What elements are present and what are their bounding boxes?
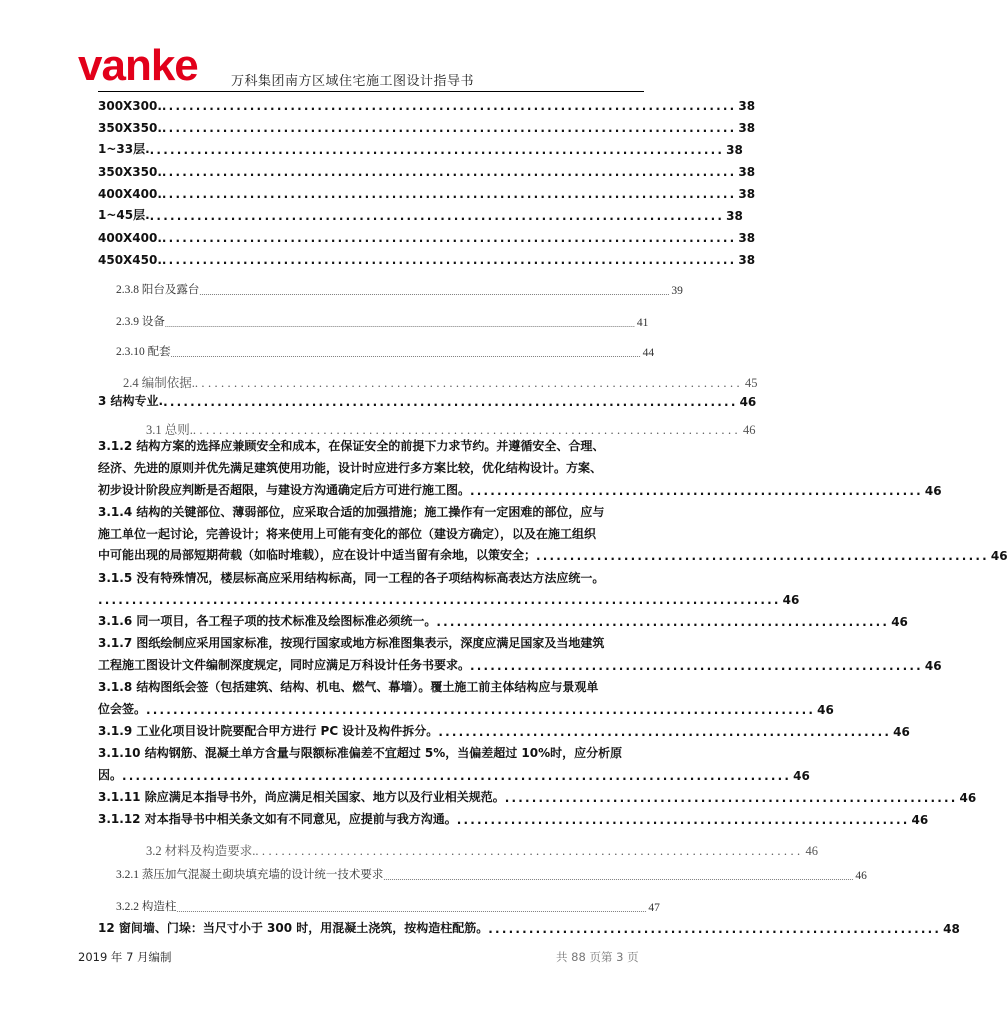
toc-entry[interactable]: 3.1.9 工业化项目设计院要配合甲方进行 PC 设计及构件拆分。 ................................................................... 46 [98, 724, 910, 739]
header-rule [98, 91, 644, 92]
toc-entry[interactable]: 2.4 编制依据. .................................................................................... 45 [123, 376, 758, 390]
clause-line: 3.1.2 结构方案的选择应兼顾安全和成本，在保证安全的前提下力求节约。并遵循安全、合理、 [98, 439, 605, 453]
toc-entry[interactable]: 300X300. ..................................................................................... 38 [98, 99, 756, 113]
toc-entry[interactable]: 中可能出现的局部短期荷载（如临时堆载），应在设计中适当留有余地，以策安全； ................................................................... 46 [98, 548, 1008, 563]
toc-entry[interactable]: 位会签。 ................................................................................................... 46 [98, 702, 834, 717]
toc-entry[interactable]: 400X400. ..................................................................................... 38 [98, 231, 756, 245]
toc-entry[interactable]: 3.2.2 构造柱 ........................................................................................................................................................................................................................................... 47 [116, 901, 660, 914]
clause-line: 经济、先进的原则并优先满足建筑使用功能，设计时应进行多方案比较，优化结构设计。方案、 [98, 461, 603, 475]
clause-line: 3.1.10 结构钢筋、混凝土单方含量与限额标准偏差不宜超过 5%，当偏差超过 10%时，应分析原 [98, 746, 623, 760]
toc-entry[interactable]: 因。 ................................................................................................... 46 [98, 768, 810, 783]
toc-entry[interactable]: 2.3.10 配套 ........................................................................................................................................................................................................................................... 44 [116, 346, 655, 359]
toc-entry[interactable]: 初步设计阶段应判断是否超限，与建设方沟通确定后方可进行施工图。 ................................................................... 46 [98, 483, 942, 498]
clause-line: 3.1.4 结构的关键部位、薄弱部位，应采取合适的加强措施；施工操作有一定困难的部位，应与 [98, 505, 605, 519]
toc-entry[interactable]: ..................................................................................................... 46 [98, 593, 800, 607]
document-title: 万科集团南方区域住宅施工图设计指导书 [231, 74, 475, 89]
toc-entry[interactable]: 3.2.1 蒸压加气混凝土砌块填充墙的设计统一技术要求 ........................................................................................................................................................................................................................................... 46 [116, 869, 867, 882]
toc-entry[interactable]: 2.3.9 设备 ........................................................................................................................................................................................................................................... 41 [116, 316, 649, 329]
toc-entry[interactable]: 3.1.6 同一项目，各工程子项的技术标准及绘图标准必须统一。 ................................................................... 46 [98, 614, 908, 629]
clause-line: 施工单位一起讨论，完善设计；将来使用上可能有变化的部位（建设方确定），以及在施工组织 [98, 527, 597, 541]
toc-entry[interactable]: 3.1.11 除应满足本指导书外，尚应满足相关国家、地方以及行业相关规范。 ................................................................... 46 [98, 790, 977, 805]
toc-entry[interactable]: 3.1 总则. .................................................................................... 46 [146, 423, 756, 437]
toc-entry[interactable]: 工程施工图设计文件编制深度规定，同时应满足万科设计任务书要求。 ................................................................... 46 [98, 658, 942, 673]
toc-entry[interactable]: 12 窗间墙、门垛：当尺寸小于 300 时，用混凝土浇筑，按构造柱配筋。 ................................................................... 48 [98, 921, 960, 936]
toc-entry[interactable]: 1~33层. ..................................................................................... 38 [98, 142, 743, 157]
footer-date: 2019 年 7 月编制 [78, 950, 172, 964]
toc-entry[interactable]: 450X450. ..................................................................................... 38 [98, 253, 756, 267]
toc-entry[interactable]: 1~45层. ..................................................................................... 38 [98, 208, 743, 223]
clause-line: 3.1.8 结构图纸会签（包括建筑、结构、机电、燃气、幕墙）。覆土施工前主体结构应与景观单 [98, 680, 599, 694]
vanke-logo: vanke [78, 41, 198, 90]
toc-entry[interactable]: 3.2 材料及构造要求. .................................................................................... 46 [146, 844, 818, 858]
toc-entry[interactable]: 3 结构专业. ..................................................................................... 46 [98, 394, 757, 409]
toc-entry[interactable]: 3.1.12 对本指导书中相关条文如有不同意见，应提前与我方沟通。 ................................................................... 46 [98, 812, 929, 827]
toc-entry[interactable]: 350X350. ..................................................................................... 38 [98, 165, 756, 179]
toc-entry[interactable]: 400X400. ..................................................................................... 38 [98, 187, 756, 201]
toc-entry[interactable]: 2.3.8 阳台及露台 ........................................................................................................................................................................................................................................... 39 [116, 284, 683, 297]
clause-line: 3.1.7 图纸绘制应采用国家标准，按现行国家或地方标准图集表示，深度应满足国家及当地建筑 [98, 636, 605, 650]
toc-entry[interactable]: 350X350. ..................................................................................... 38 [98, 121, 756, 135]
clause-line: 3.1.5 没有特殊情况，楼层标高应采用结构标高，同一工程的各子项结构标高表达方法应统一。 [98, 571, 605, 585]
page-number: 共 88 页第 3 页 [556, 950, 639, 964]
